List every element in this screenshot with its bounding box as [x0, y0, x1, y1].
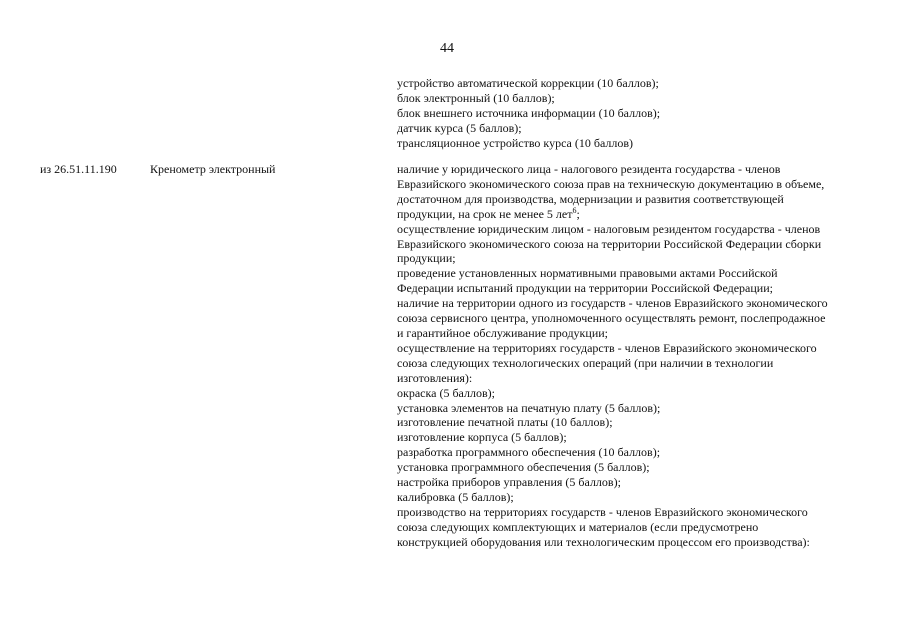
product-code: из 26.51.11.190	[40, 162, 117, 176]
continuation-block	[397, 76, 877, 151]
continuation-line: блок электронный (10 баллов);	[397, 90, 555, 105]
product-name: Кренометр электронный	[150, 162, 276, 176]
requirement-line: изготовление корпуса (5 баллов);	[397, 430, 567, 445]
requirement-line: калибровка (5 баллов);	[397, 489, 514, 504]
requirement-line: установка программного обеспечения (5 баллов);	[397, 460, 650, 475]
requirement-line: Федерации испытаний продукции на территории Российской Федерации;	[397, 281, 773, 296]
requirement-line: союза следующих технологических операций (при наличии в технологии	[397, 355, 774, 370]
requirement-line: изготовление печатной платы (10 баллов);	[397, 415, 613, 430]
requirement-line: производство на территориях государств - членов Евразийского экономического	[397, 504, 808, 519]
requirement-line: продукции;	[397, 251, 456, 266]
requirement-line: союза следующих комплектующих и материалов (если предусмотрено	[397, 519, 759, 534]
requirement-line: Евразийского экономического союза на территории Российской Федерации сборки	[397, 236, 822, 251]
requirement-line-with-footnote	[397, 207, 877, 222]
requirements-block	[397, 162, 877, 550]
requirement-line: союза сервисного центра, уполномоченного осуществлять ремонт, послепродажное	[397, 311, 826, 326]
continuation-line: датчик курса (5 баллов);	[397, 120, 522, 135]
continuation-line: блок внешнего источника информации (10 баллов);	[397, 105, 661, 120]
footnote-trailing-punctuation: ;	[576, 206, 580, 221]
page-number: 44	[440, 41, 454, 56]
continuation-line: устройство автоматической коррекции (10 баллов);	[397, 76, 659, 90]
continuation-line: трансляционное устройство курса (10 баллов)	[397, 135, 634, 150]
requirement-line: установка элементов на печатную плату (5 баллов);	[397, 400, 661, 415]
requirement-line: и гарантийное обслуживание продукции;	[397, 325, 608, 340]
requirement-line: разработка программного обеспечения (10 баллов);	[397, 445, 661, 460]
requirement-line: настройка приборов управления (5 баллов);	[397, 475, 621, 490]
requirement-line: окраска (5 баллов);	[397, 385, 495, 400]
requirement-line: конструкцией оборудования или технологическим процессом его производства):	[397, 534, 810, 549]
footnote-marker: 6	[572, 205, 577, 215]
requirement-line: достаточном для производства, модернизации и развития соответствующей	[397, 191, 784, 206]
requirement-line: проведение установленных нормативными правовыми актами Российской	[397, 266, 778, 281]
requirement-line: осуществление на территориях государств - членов Евразийского экономического	[397, 340, 817, 355]
requirement-line: наличие у юридического лица - налогового резидента государства - членов	[397, 162, 781, 176]
requirement-line: наличие на территории одного из государств - членов Евразийского экономического	[397, 296, 828, 311]
requirement-line: осуществление юридическим лицом - налоговым резидентом государства - членов	[397, 221, 821, 236]
requirement-line-text: продукции, на срок не менее 5 лет	[397, 206, 573, 221]
requirement-line: Евразийского экономического союза прав на техническую документацию в объеме,	[397, 176, 825, 191]
requirement-line: изготовления):	[397, 370, 473, 385]
